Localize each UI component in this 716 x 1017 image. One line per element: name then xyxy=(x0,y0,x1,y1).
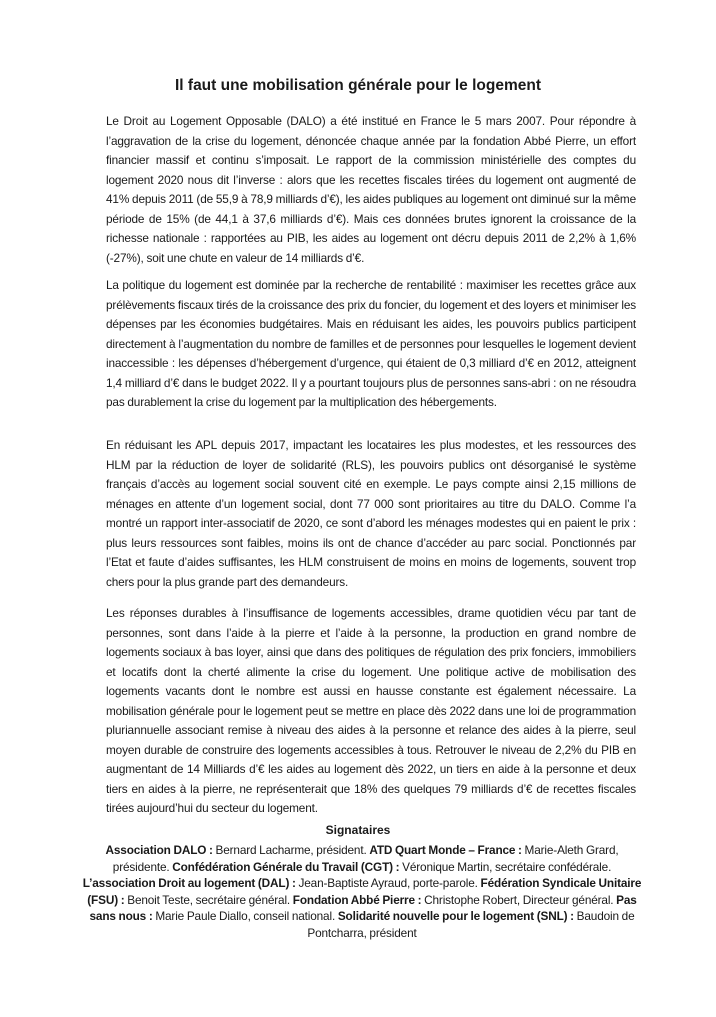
signatory xyxy=(172,860,611,874)
signatory-org: Confédération Générale du Travail (CGT) : xyxy=(172,859,400,874)
signatory-person: Jean-Baptiste Ayraud, porte-parole. xyxy=(295,876,481,891)
signatories-heading: Signataires xyxy=(325,823,391,837)
signatory-person: Baudoin de Pontcharra, président xyxy=(307,909,635,940)
paragraph-1: Le Droit au Logement Opposable (DALO) a été institué en France le 5 mars 2007. Pour répondre à l’aggravation de la crise du logement, dénoncée chaque année par la fondation Abbé Pierre, un effort financier massif et continu s’imposait. Le rapport de la commission ministérielle des comptes du logement 2020 nous dit l’inverse : alors que les recettes fiscales tirées du logement ont augmenté de 41% depuis 2011 (de 55,9 à 78,9 milliards d’€), les aides publiques au logement ont diminué sur la même période de 15% (de 44,1 à 37,6 milliards d’€). Mais ces données brutes ignorent la croissance de la richesse nationale : rapportées au PIB, les aides au logement ont décru depuis 2011 de 2,2% à 1,6% (-27%), soit une chute en valeur de 14 milliards d’€. xyxy=(106,114,636,265)
signatory-org: Fédération Syndicale Unitaire (FSU) : xyxy=(87,876,642,907)
signatory-org: L’association Droit au logement (DAL) : xyxy=(82,876,296,891)
signatory-person: Benoit Teste, secrétaire général. xyxy=(124,892,293,907)
signatory-org: ATD Quart Monde – France : xyxy=(369,843,522,857)
document-title: Il faut une mobilisation générale pour le logement xyxy=(174,77,542,94)
signatory-person: Marie-Aleth Grard, présidente. xyxy=(112,843,619,874)
signatory-person: Véronique Martin, secrétaire confédérale. xyxy=(399,859,612,874)
paragraph-3: En réduisant les APL depuis 2017, impactant les locataires les plus modestes, et les ressources des HLM par la réduction de loyer de solidarité (RLS), les pouvoirs publics ont désorganisé le système français d’accès au logement social souvent cité en exemple. Le pays compte ainsi 2,15 millions de ménages en attente d’un logement social, dont 77 000 sont prioritaires au titre du DALO. Comme l’a montré un rapport inter-associatif de 2020, ce sont d’abord les ménages modestes qui en paient le prix : plus leurs ressources sont faibles, moins ils ont de chance d’accéder au parc social. Ponctionnés par l’Etat et faute d’aides suffisantes, les HLM construisent de moins en moins de logements, souvent trop chers pour la plus grande part des demandeurs. xyxy=(106,438,636,589)
signatory-person: Marie Paule Diallo, conseil national. xyxy=(152,909,338,924)
signatory-person: Christophe Robert, Directeur général. xyxy=(421,892,617,907)
signatory-org: Pas sans nous : xyxy=(89,892,637,924)
signatory xyxy=(106,843,370,857)
signatory-person: Bernard Lacharme, président. xyxy=(212,843,370,857)
signatory-org: Association DALO : xyxy=(105,843,213,857)
signatory xyxy=(293,893,616,907)
paragraph-2: La politique du logement est dominée par la recherche de rentabilité : maximiser les recettes grâce aux prélèvements fiscaux tirés de la croissance des prix du foncier, du logement et des loyers et minimiser les dépenses par les économies budgétaires. Mais en réduisant les aides, les pouvoirs publics participent directement à l’augmentation du nombre de familles et de personnes pour lesquelles le logement devient inaccessible : les dépenses d’hébergement d’urgence, qui étaient de 0,3 milliard d’€ en 2012, atteignent 1,4 milliard d’€ dans le budget 2022. Il y a pourtant toujours plus de personnes sans-abri : on ne résoudra pas durablement la crise du logement par la multiplication des hébergements. xyxy=(106,278,636,409)
signatory-org: Fondation Abbé Pierre : xyxy=(292,892,422,907)
signatory xyxy=(83,876,481,890)
paragraph-4: Les réponses durables à l’insuffisance de logements accessibles, drame quotidien vécu par tant de personnes, sont dans l’aide à la pierre et l’aide à la personne, la production en grand nombre de logements sociaux à bas loyer, ainsi que dans des politiques de régulation des prix fonciers, immobiliers et locatifs dont la cherté alimente la crise du logement. Une politique active de mobilisation des logements vacants dont le nombre est aussi en hausse constante est également nécessaire. La mobilisation générale pour le logement peut se mettre en place dès 2022 dans une loi de programmation pluriannuelle associant remise à niveau des aides à la personne et relance des aides à la pierre, seul moyen durable de construire des logements accessibles à tous. Retrouver le niveau de 2,2% du PIB en augmentant de 14 Milliards d’€ les aides au logement dès 2022, un tiers en aide à la personne et deux tiers en aides à la pierre, ne représenterait que 18% des quelques 79 milliards d’€ de recettes fiscales tirées aujourd’hui du secteur du logement. xyxy=(106,606,636,815)
signatory xyxy=(307,909,634,940)
signatories-list xyxy=(82,842,642,942)
signatory-org: Solidarité nouvelle pour le logement (SNL) : xyxy=(337,909,574,924)
